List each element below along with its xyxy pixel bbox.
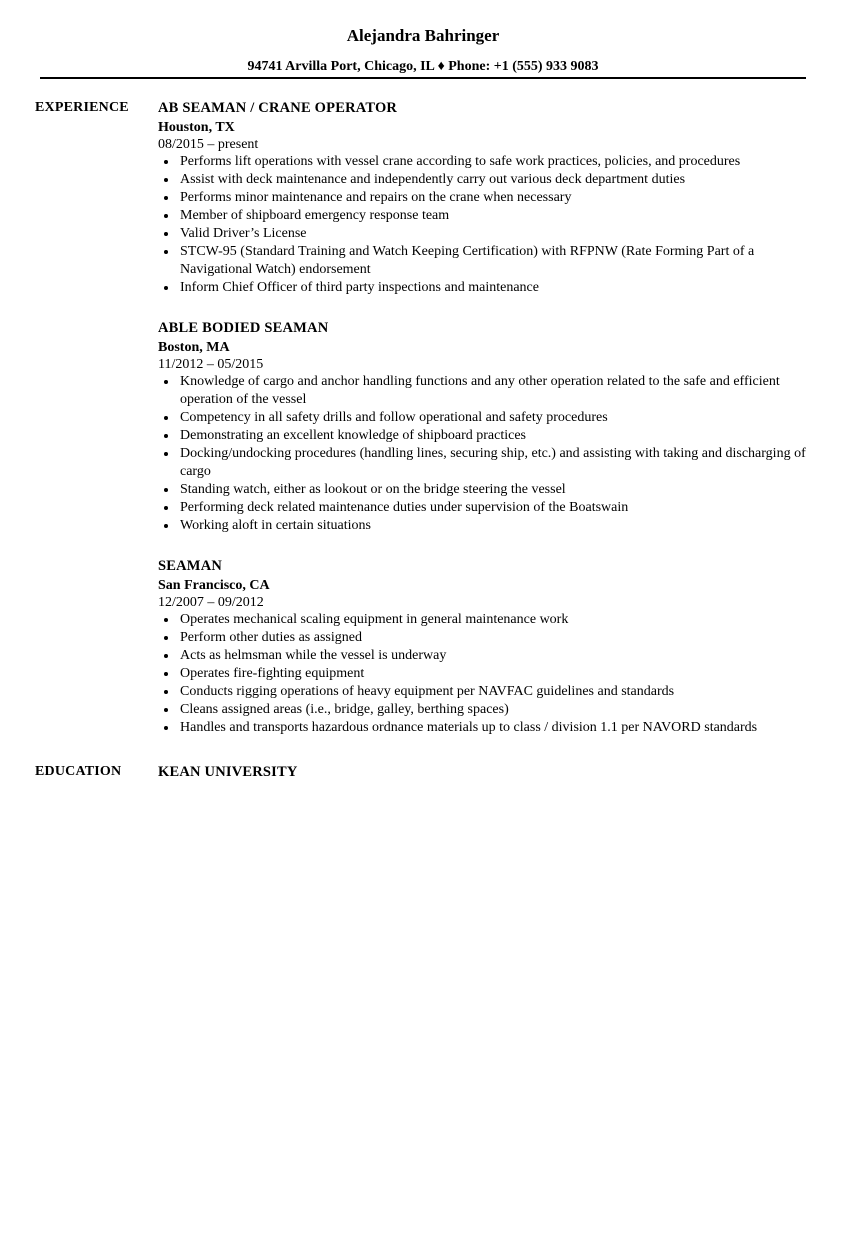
duty-item: Conducts rigging operations of heavy equipment per NAVFAC guidelines and standards — [158, 683, 808, 701]
duty-item: Competency in all safety drills and follow operational and safety procedures — [158, 409, 808, 427]
duty-item: Operates mechanical scaling equipment in general maintenance work — [158, 611, 808, 629]
duty-item: Performing deck related maintenance duties under supervision of the Boatswain — [158, 499, 808, 517]
job-location: San Francisco, CA — [158, 578, 270, 593]
duty-item: Knowledge of cargo and anchor handling functions and any other operation related to the safe and efficient operation of the vessel — [158, 373, 808, 409]
duty-item: Performs minor maintenance and repairs on the crane when necessary — [158, 189, 808, 207]
duty-item: Assist with deck maintenance and independently carry out various deck department duties — [158, 171, 808, 189]
duty-item: Acts as helmsman while the vessel is underway — [158, 647, 808, 665]
contact-line: 94741 Arvilla Port, Chicago, IL ♦ Phone: +1 (555) 933 9083 — [247, 59, 599, 74]
duty-item: Inform Chief Officer of third party inspections and maintenance — [158, 279, 808, 297]
job-entry — [158, 319, 808, 535]
job-dates: 08/2015 – present — [158, 137, 259, 152]
duty-item: Handles and transports hazardous ordnance materials up to class / division 1.1 per NAVORD standards — [158, 719, 808, 737]
candidate-name: Alejandra Bahringer — [346, 26, 500, 45]
duty-list — [158, 611, 808, 737]
duty-item: Performs lift operations with vessel crane according to safe work practices, policies, and procedures — [158, 153, 808, 171]
duty-list — [158, 373, 808, 535]
job-location: Boston, MA — [158, 340, 230, 355]
duty-list — [158, 153, 808, 297]
duty-item: STCW-95 (Standard Training and Watch Keeping Certification) with RFPNW (Rate Forming Part of a Navigational Watch) endorsement — [158, 243, 808, 279]
job-title: ABLE BODIED SEAMAN — [158, 320, 329, 336]
job-entry — [158, 99, 808, 297]
job-entry — [158, 557, 808, 737]
section-label-experience: EXPERIENCE — [35, 100, 129, 115]
duty-item: Operates fire-fighting equipment — [158, 665, 808, 683]
duty-item: Cleans assigned areas (i.e., bridge, galley, berthing spaces) — [158, 701, 808, 719]
section-label-education: EDUCATION — [35, 764, 122, 779]
job-dates: 11/2012 – 05/2015 — [158, 357, 264, 372]
job-location: Houston, TX — [158, 120, 235, 135]
header-divider — [40, 77, 806, 79]
duty-item: Working aloft in certain situations — [158, 517, 808, 535]
job-title: AB SEAMAN / CRANE OPERATOR — [158, 100, 398, 116]
duty-item: Member of shipboard emergency response team — [158, 207, 808, 225]
job-title: SEAMAN — [158, 558, 223, 574]
duty-item: Perform other duties as assigned — [158, 629, 808, 647]
duty-item: Demonstrating an excellent knowledge of shipboard practices — [158, 427, 808, 445]
duty-item: Docking/undocking procedures (handling lines, securing ship, etc.) and assisting with taking and discharging of cargo — [158, 445, 808, 481]
job-dates: 12/2007 – 09/2012 — [158, 595, 264, 610]
duty-item: Standing watch, either as lookout or on the bridge steering the vessel — [158, 481, 808, 499]
duty-item: Valid Driver’s License — [158, 225, 808, 243]
school-name: KEAN UNIVERSITY — [158, 764, 298, 780]
